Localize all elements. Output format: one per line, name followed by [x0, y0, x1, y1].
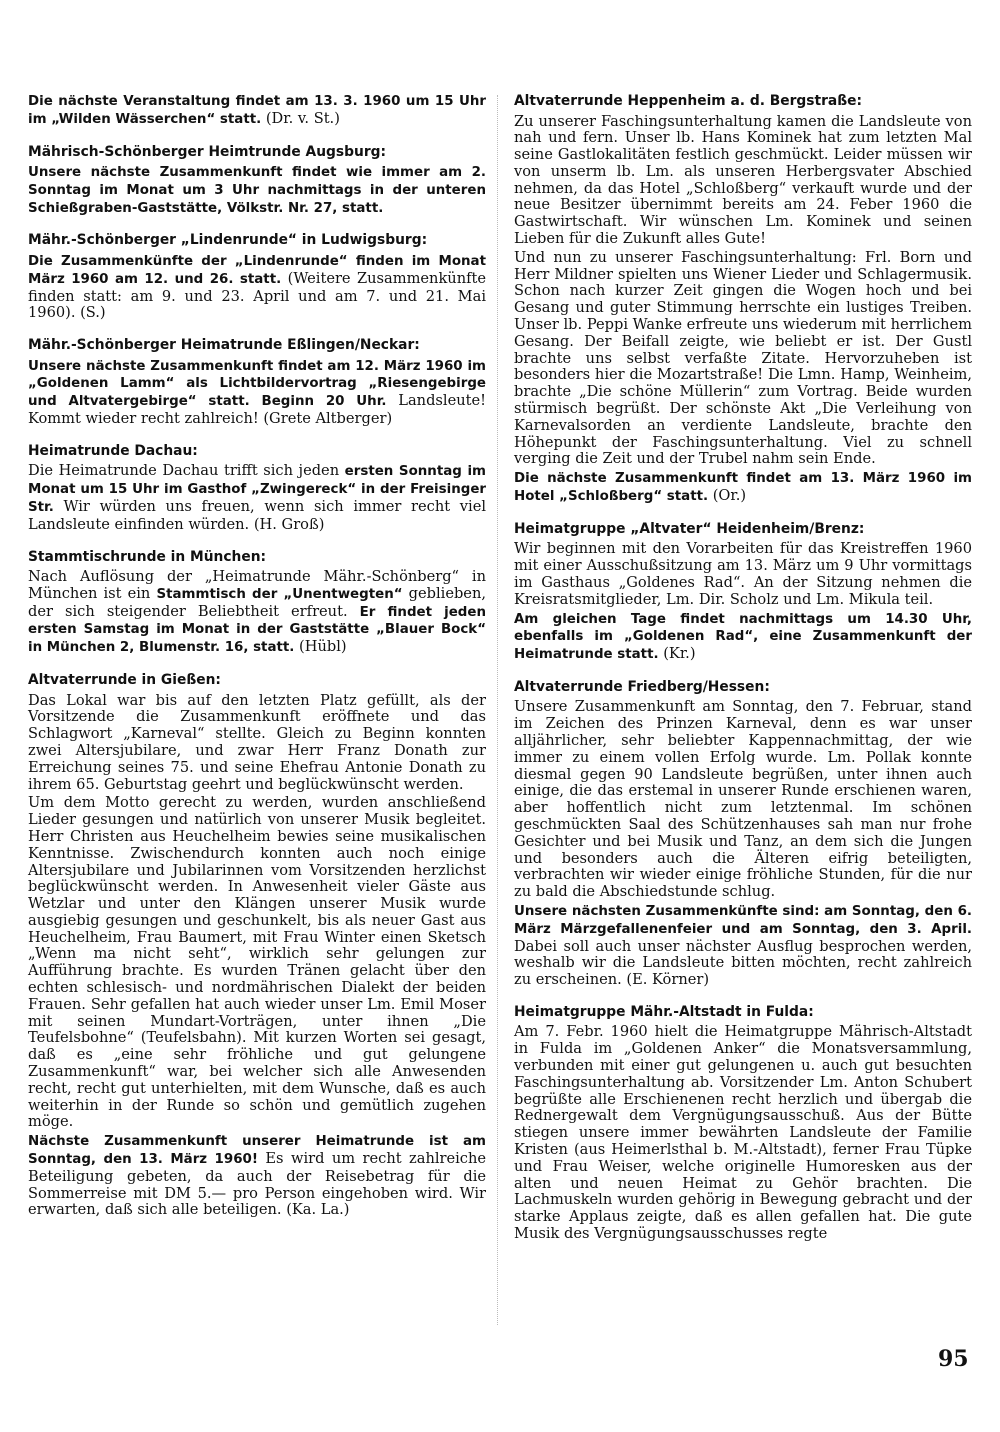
paragraph: Unsere nächste Zusammenkunft findet am 12. März 1960 im „Goldenen Lamm“ als Lichtbildervortrag „Riesengebirge und Altvatergebirge“ statt. Beginn 20 Uhr. Landsleute! Kommt wieder recht zahlreich! (Grete Altberger) [28, 358, 486, 428]
section-heading: Mähr.-Schönberger „Lindenrunde“ in Ludwigsburg: [28, 232, 428, 249]
section-heading: Mährisch-Schönberger Heimtrunde Augsburg: [28, 143, 387, 160]
section-heading: Mähr.-Schönberger Heimatrunde Eßlingen/Neckar: [28, 337, 420, 354]
section-heading: Heimatgruppe Mähr.-Altstadt in Fulda: [514, 1003, 814, 1020]
paragraph: Das Lokal war bis auf den letzten Platz gefüllt, als der Vorsitzende die Zusammenkunft eröffnete und das Schlagwort „Karneval“ stellte. Gleich zu Beginn konnten zwei Altersjubilare, und zwar Herr Franz Donath zur Erreichung seines 75. und seine Ehefrau Antonie Donath zu ihrem 65. Geburtstag geehrt und beglückwünscht werden. [28, 691, 486, 793]
paragraph: Und nun zu unserer Faschingsunterhaltung: Frl. Born und Herr Mildner spielten uns Wiener Lieder und Schlagermusik. Schon nach kurzer Zeit gingen die Wogen hoch und bei Gesang und guter Stimmung herrschte ein lustiges Treiben. Unser lb. Peppi Wanke erfreute uns wiederum mit herrlichem Gesang. Der Beifall zeigte, wie beliebt er ist. Der Gustl brachte uns selbst verfaßte Zitate. Hervorzuheben ist besonders hier die Mozartstraße! Die Lmn. Hamp, Weinheim, brachte „Die schöne Müllerin“ zum Vortrag. Beide wurden stürmisch begrüßt. Der schönste Akt „Die Verleihung von Karnevalsorden an verdiente Landsleute, brachte den Höhepunkt der Faschingsunterhaltung. Viel zu schnell verging die Zeit und der Trubel nahm sein Ende. [514, 248, 972, 468]
section-heppenheim [514, 93, 972, 506]
section-augsburg [28, 144, 486, 218]
section-esslingen [28, 337, 486, 428]
section-dachau [28, 443, 486, 534]
section-heading: Altvaterrunde Friedberg/Hessen: [514, 678, 770, 695]
paragraph: Die Zusammenkünfte der „Lindenrunde“ finden im Monat März 1960 am 12. und 26. statt. (Weitere Zusammenkünfte finden statt: am 9. und 23. April und am 7. und 21. Mai 1960). (S.) [28, 253, 486, 322]
paragraph: Unsere Zusammenkunft am Sonntag, den 7. Februar, stand im Zeichen des Prinzen Karneval, denn es war unser alljährlicher, sehr beliebter Kappennachmittag, der wie immer zu einem vollen Erfolg wurde. Lm. Pollak konnte diesmal gegen 90 Landsleute begrüßen, unter ihnen auch einige, die das erstemal in unserer Runde erschienen waren, aber hoffentlich nicht zum letztenmal. Im schönen geschmückten Saal des Schützenhauses sah man nur frohe Gesichter und bei Musik und Tanz, an dem sich die Jungen und besonders auch die Älteren eifrig beteiligten, verbrachten wir wieder einige fröhliche Stunden, für die nur zu bald die Abschiedstunde schlug. [514, 698, 972, 901]
paragraph: Die Heimatrunde Dachau trifft sich jeden ersten Sonntag im Monat um 15 Uhr im Gasthof „Zwingereck“ in der Freisinger Str. Wir würden uns freuen, wenn sich immer recht viel Landsleute einfinden würden. (H. Groß) [28, 462, 486, 533]
section-heading: Heimatgruppe „Altvater“ Heidenheim/Brenz: [514, 520, 865, 537]
section-fulda [514, 1004, 972, 1243]
paragraph: Unsere nächste Zusammenkunft findet wie immer am 2. Sonntag im Monat um 3 Uhr nachmittags in der unteren Schießgraben-Gaststätte, Völkstr. Nr. 27, statt. [28, 165, 486, 216]
left-column [28, 93, 486, 1234]
section-friedberg [514, 679, 972, 989]
right-column [514, 93, 972, 1258]
paragraph: Unsere nächsten Zusammenkünfte sind: am Sonntag, den 6. März Märzgefallenenfeier und am Sonntag, den 3. April. Dabei soll auch unser nächster Ausflug besprochen werden, weshalb wir die Landsleute bitten möchten, recht zahlreich zu erscheinen. (E. Körner) [514, 903, 972, 989]
page-number: 95 [938, 1346, 969, 1372]
paragraph: Um dem Motto gerecht zu werden, wurden anschließend Lieder gesungen und natürlich von unserer Musik begleitet. Herr Christen aus Heuchelheim bewies seine musikalischen Kenntnisse. Zwischendurch konnten auch noch einige Altersjubilare und Jubilarinnen vom Vorsitzenden herzlichst beglückwünscht werden. In Anwesenheit vieler Gäste aus Wetzlar und unter den Klängen unserer Musik wurde ausgiebig gesungen und geschunkelt, bis als neuer Gast aus Heuchelheim, Frau Baumert, mit Frau Winter einen Sketsch „Wenn ma nicht seht“, wirklich sehr gelungen zur Aufführung brachte. Es wurden Tränen gelacht über den echten schlesisch- und nordmährischen Dialekt der beiden Frauen. Sehr gefallen hat auch wieder unser Lm. Emil Moser mit seinen Mundart-Vorträgen, unter ihnen „Die Teufelsbohne“ (Teufelsbahn). Mit kurzen Worten sei gesagt, daß es „eine sehr fröhliche und gut gelungene Zusammenkunft“ war, bei welcher sich alle Anwesenden recht, recht gut unterhielten, mit dem Wunsche, daß es auch weiterhin in der Runde so schön und gemütlich zugehen möge. [28, 794, 486, 1131]
paragraph: Nächste Zusammenkunft unserer Heimatrunde ist am Sonntag, den 13. März 1960! Es wird um recht zahlreiche Beteiligung gebeten, da auch der Reisebetrag für die Sommerreise mit DM 5.— pro Person eingehoben wird. Wir erwarten, daß sich alle beteiligen. (Ka. La.) [28, 1134, 486, 1219]
paragraph: Wir beginnen mit den Vorarbeiten für das Kreistreffen 1960 mit einer Ausschußsitzung am 13. März um 9 Uhr vormittags im Gasthaus „Goldenes Rad“. An der Sitzung nehmen die Kreisratsmitglieder, Lm. Dir. Scholz und Lm. Mikula teil. [514, 540, 972, 608]
section-heading: Altvaterrunde Heppenheim a. d. Bergstraße: [514, 93, 863, 109]
paragraph: Die nächste Veranstaltung findet am 13. 3. 1960 um 15 Uhr im „Wilden Wässerchen“ statt. (Dr. v. St.) [28, 94, 486, 127]
section-muenchen [28, 549, 486, 657]
paragraph: Nach Auflösung der „Heimatrunde Mähr.-Schönberg“ in München ist ein Stammtisch der „Unentwegten“ geblieben, der sich steigender Beliebtheit erfreut. Er findet jeden ersten Samstag im Monat in der Gaststätte „Blauer Bock“ in München 2, Blumenstr. 16, statt. (Hübl) [28, 568, 486, 656]
paragraph: Am gleichen Tage findet nachmittags um 14.30 Uhr, ebenfalls im „Goldenen Rad“, eine Zusammenkunft der Heimatrunde statt. (Kr.) [514, 611, 972, 663]
paragraph: Am 7. Febr. 1960 hielt die Heimatgruppe Mährisch-Altstadt in Fulda im „Goldenen Anker“ die Monatsversammlung, verbunden mit einer gut gelungenen u. auch gut besuchten Faschingsunterhaltung ab. Vorsitzender Lm. Anton Schubert begrüßte alle Erschienenen recht herzlich und übergab die Rednergewalt dem Vergnügungsausschuß. Aus der Bütte stiegen unsere immer bewährten Landsleute der Familie Kristen (aus Heimerlsthal b. M.-Altstadt), ferner Frau Tüpke und Frau Weiser, welche originelle Humoresken aus der alten und neuen Heimat zu Gehör brachten. Die Lachmuskeln wurden gehörig in Bewegung gebracht und der starke Applaus zeigte, daß es allen gefallen hat. Die gute Musik des Vergnügungsausschusses regte [514, 1023, 972, 1243]
section-ludwigsburg [28, 232, 486, 322]
section-heading: Heimatrunde Dachau: [28, 442, 198, 459]
section-heading: Altvaterrunde in Gießen: [28, 672, 221, 689]
paragraph: Die nächste Zusammenkunft findet am 13. März 1960 im Hotel „Schloßberg“ statt. (Or.) [514, 471, 972, 505]
section-giessen [28, 672, 486, 1219]
section-heidenheim [514, 521, 972, 664]
column-divider [497, 95, 498, 1325]
section-dr-v-st [28, 93, 486, 129]
paragraph: Zu unserer Faschingsunterhaltung kamen die Landsleute von nah und fern. Unser lb. Hans Kominek hat zum letzten Mal seine Gastlokalitäten festlich geschmückt. Leider müssen wir von unserm lb. Lm. als unseren Herbergsvater Abschied nehmen, da das Hotel „Schloßberg“ verkauft wurde und der neue Besitzer übernimmt bereits am 24. Feber 1960 die Gastwirtschaft. Wir wünschen Lm. Kominek und seinen Lieben für die Zukunft alles Gute! [514, 112, 972, 248]
section-heading: Stammtischrunde in München: [28, 548, 267, 565]
